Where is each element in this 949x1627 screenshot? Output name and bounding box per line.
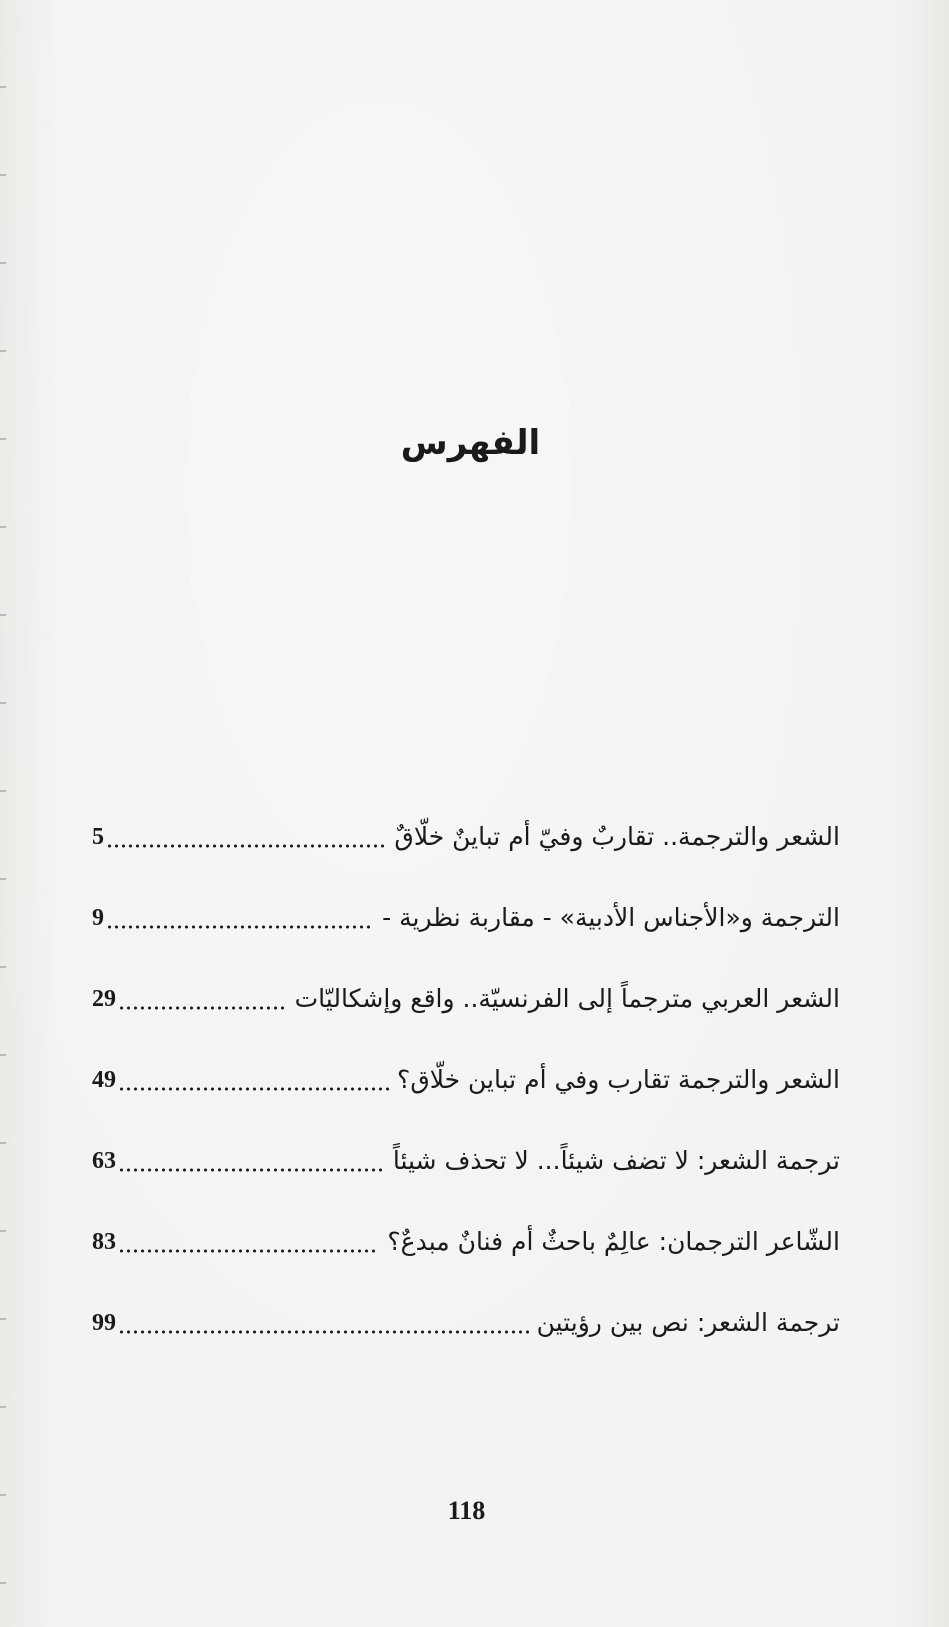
- toc-entry: [92, 1220, 840, 1260]
- page-number: 118: [447, 1496, 486, 1525]
- toc-entry: [92, 896, 840, 936]
- toc-leader-dots: [118, 1062, 389, 1098]
- toc-entry: [92, 977, 840, 1017]
- toc-leader-dots: [106, 900, 374, 936]
- toc-entry-page: 49: [92, 1067, 116, 1093]
- toc-entry-page: 83: [92, 1229, 116, 1255]
- toc-entry-page: 63: [92, 1148, 116, 1174]
- toc-entry-title: الشّاعر الترجمان: عالِمٌ باحثٌ أم فنانٌ مبدعٌ؟: [387, 1227, 840, 1256]
- toc-entry-page: 9: [92, 905, 104, 931]
- toc-entry-page: 5: [92, 824, 104, 850]
- toc-entry: [92, 1058, 840, 1098]
- toc-leader-dots: [118, 1224, 379, 1260]
- toc-entry-page: 99: [92, 1310, 116, 1336]
- toc-entry-title: الترجمة و«الأجناس الأدبية» - مقاربة نظرية -: [382, 903, 840, 932]
- toc-entry-page: 29: [92, 986, 116, 1012]
- toc-leader-dots: [118, 1143, 385, 1179]
- toc-entry-title: ترجمة الشعر: لا تضف شيئاً... لا تحذف شيئاً: [392, 1146, 840, 1175]
- toc-leader-dots: [118, 981, 287, 1017]
- toc-entry: [92, 1301, 840, 1341]
- toc-entry: [92, 815, 840, 855]
- toc-leader-dots: [118, 1305, 529, 1341]
- page-title: الفهرس: [400, 423, 541, 463]
- toc-entry-title: الشعر والترجمة.. تقاربٌ وفيّ أم تباينٌ خلّاقٌ: [394, 822, 840, 851]
- toc-leader-dots: [106, 819, 386, 855]
- toc-entry: [92, 1139, 840, 1179]
- toc-entry-title: الشعر والترجمة تقارب وفي أم تباين خلّاق؟: [397, 1065, 840, 1094]
- toc-entry-title: الشعر العربي مترجماً إلى الفرنسيّة.. واقع وإشكاليّات: [294, 984, 840, 1013]
- toc-entry-title: ترجمة الشعر: نص بين رؤيتين: [536, 1308, 840, 1337]
- page-edge: [0, 0, 6, 1627]
